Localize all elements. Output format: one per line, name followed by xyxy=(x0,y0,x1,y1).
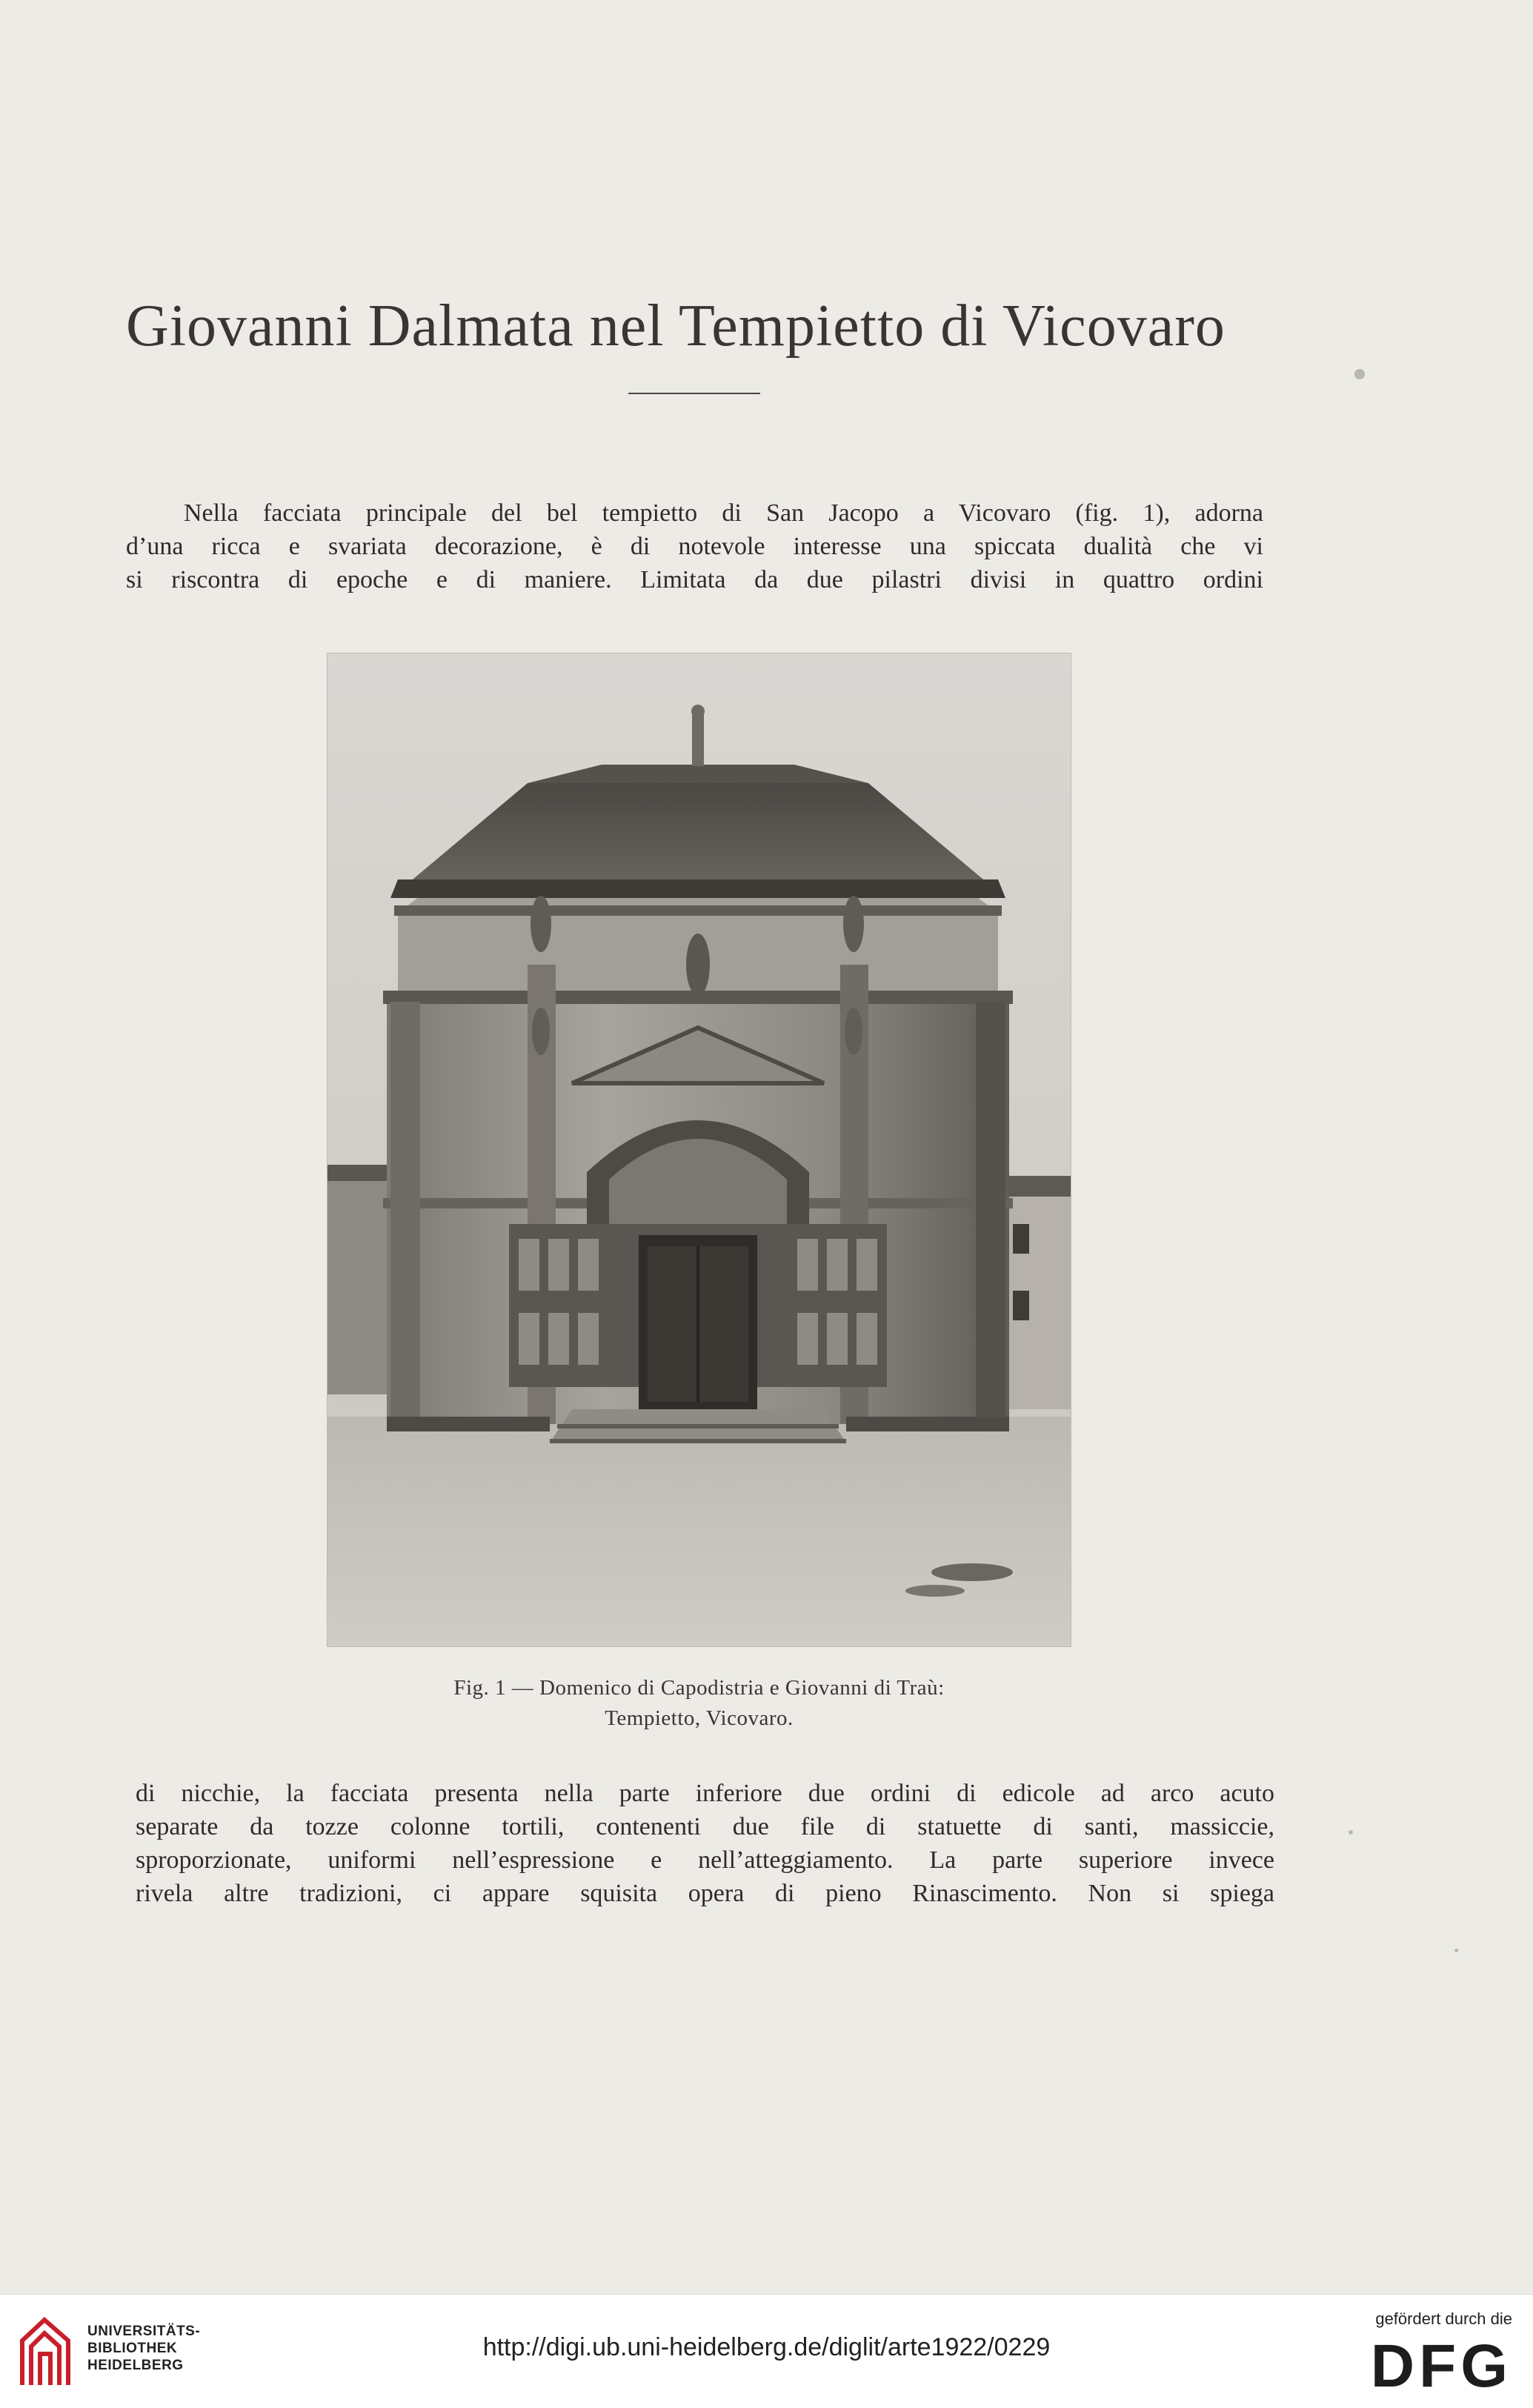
paper-speck xyxy=(1454,1949,1458,1952)
institution-line: BIBLIOTHEK xyxy=(87,2341,178,2356)
paragraph-line: rivela altre tradizioni, ci appare squisita opera di pieno Rinascimento. Non si spiega xyxy=(136,1880,1274,1907)
paragraph-line: d’una ricca e svariata decorazione, è di notevole interesse una spiccata dualità che vi xyxy=(126,533,1263,560)
paragraph-line: Nella facciata principale del bel tempietto di San Jacopo a Vicovaro (fig. 1), adorna xyxy=(184,499,1263,527)
page-title: Giovanni Dalmata nel Tempietto di Vicovaro xyxy=(126,293,1226,359)
footer-bar xyxy=(0,2294,1533,2408)
permalink-url[interactable]: http://digi.ub.uni-heidelberg.de/diglit/arte1922/0229 xyxy=(482,2333,1051,2361)
paper-speck xyxy=(1349,1830,1353,1835)
institution-line: HEIDELBERG xyxy=(87,2358,184,2373)
caption-line: Fig. 1 — Domenico di Capodistria e Giovanni di Traù: xyxy=(453,1676,945,1700)
institution-line: UNIVERSITÄTS- xyxy=(87,2324,201,2339)
paragraph-line: di nicchie, la facciata presenta nella parte inferiore due ordini di edicole ad arco acuto xyxy=(136,1780,1274,1807)
paragraph-1 xyxy=(126,496,1263,596)
paragraph-2 xyxy=(136,1777,1274,1910)
sponsor-label: gefördert durch die xyxy=(1375,2309,1512,2328)
paragraph-line: sproporzionate, uniformi nell’espressione e nell’atteggiamento. La parte superiore invece xyxy=(136,1846,1274,1874)
paper-speck xyxy=(1354,369,1365,379)
paragraph-line: si riscontra di epoche e di maniere. Limitata da due pilastri divisi in quattro ordini xyxy=(126,566,1263,593)
sponsor-block xyxy=(1349,2309,1512,2400)
title-rule xyxy=(628,393,760,394)
figure-caption xyxy=(327,1673,1071,1734)
paragraph-line: separate da tozze colonne tortili, contenenti due file di statuette di santi, massiccie, xyxy=(136,1813,1274,1840)
caption-line: Tempietto, Vicovaro. xyxy=(605,1706,794,1730)
figure-photo-tempietto xyxy=(327,653,1071,1646)
dfg-logo: DFG xyxy=(1370,2332,1512,2400)
